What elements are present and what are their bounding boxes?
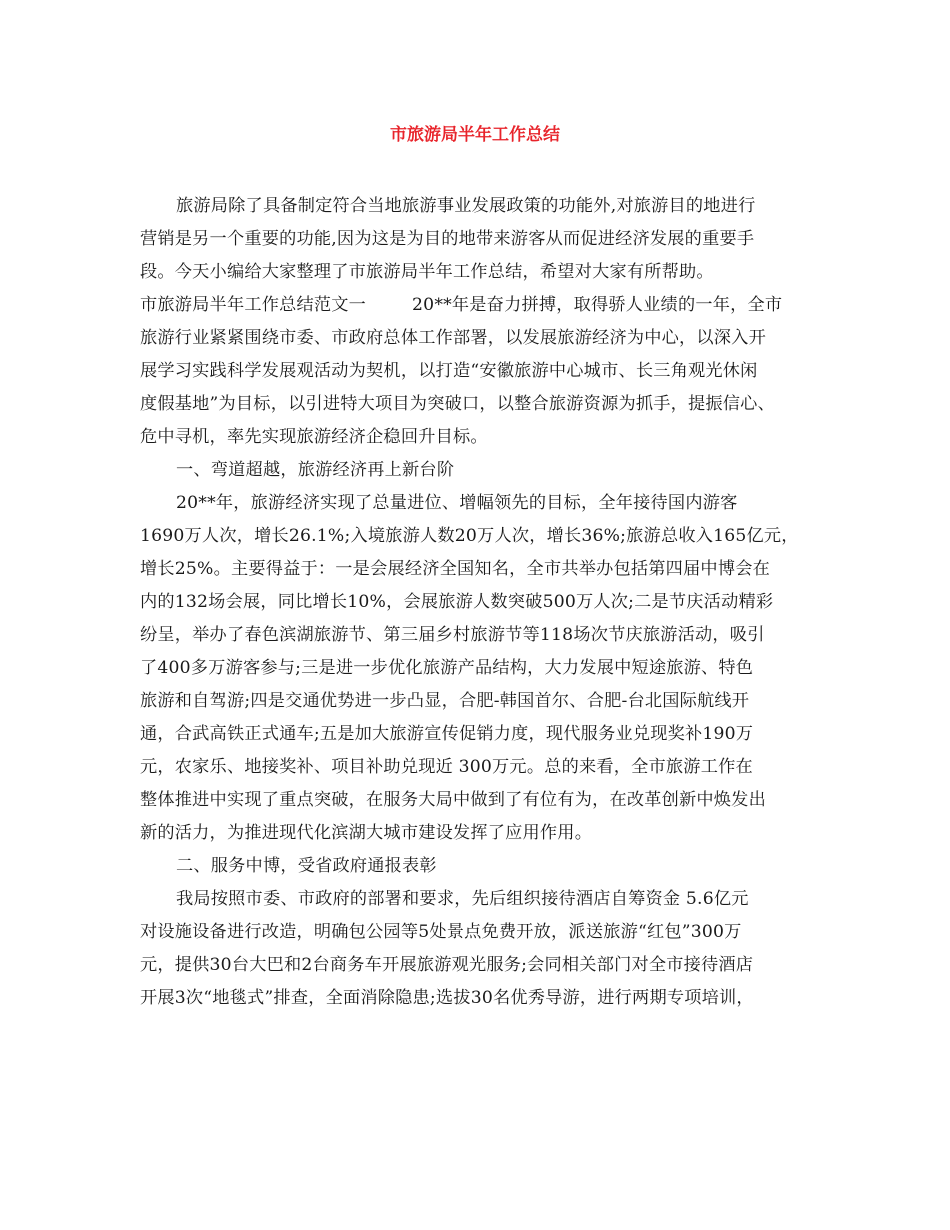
- paragraph-line: 我局按照市委、市政府的部署和要求，先后组织接待酒店自筹资金 5.6亿元: [176, 889, 749, 909]
- paragraph-line: 了400多万游客参与;三是进一步优化旅游产品结构，大力发展中短途旅游、特色: [140, 658, 754, 678]
- paragraph-line: 新的活力，为推进现代化滨湖大城市建设发挥了应用作用。: [140, 823, 593, 843]
- paragraph-line: 元，农家乐、地接奖补、项目补助兑现近 300万元。总的来看，全市旅游工作在: [140, 757, 753, 777]
- paragraph-line: 对设施设备进行改造，明确包公园等5处景点免费开放，派送旅游“红包”300万: [140, 922, 742, 942]
- document-title: 市旅游局半年工作总结: [390, 125, 560, 145]
- paragraph-line: 20**年，旅游经济实现了总量进位、增幅领先的目标，全年接待国内游客: [176, 493, 738, 513]
- paragraph-line: 开展3次“地毯式”排查，全面消除隐患;选拔30名优秀导游，进行两期专项培训，: [140, 988, 754, 1008]
- paragraph-line: 旅游和自驾游;四是交通优势进一步凸显，合肥-韩国首尔、合肥-台北国际航线开: [140, 691, 750, 711]
- paragraph-text: 20**年是奋力拼搏，取得骄人业绩的一年，全市: [412, 295, 783, 315]
- paragraph-line: 危中寻机，率先实现旅游经济企稳回升目标。: [140, 427, 488, 447]
- paragraph-line: 纷呈，举办了春色滨湖旅游节、第三届乡村旅游节等118场次节庆旅游活动，吸引: [140, 625, 765, 645]
- paragraph-line: 内的132场会展，同比增长10%，会展旅游人数突破500万人次;二是节庆活动精彩: [140, 592, 774, 612]
- document-body: [140, 190, 830, 1015]
- paragraph-line: 旅游局除了具备制定符合当地旅游事业发展政策的功能外,对旅游目的地进行: [176, 196, 756, 216]
- paragraph-line: 整体推进中实现了重点突破，在服务大局中做到了有位有为，在改革创新中焕发出: [140, 790, 766, 810]
- paragraph-line: 元，提供30台大巴和2台商务车开展旅游观光服务;会同相关部门对全市接待酒店: [140, 955, 754, 975]
- paragraph-line: 增长25%。主要得益于：一是会展经济全国知名，全市共举办包括第四届中博会在: [140, 559, 770, 579]
- sample-heading: 市旅游局半年工作总结范文一: [140, 295, 367, 315]
- paragraph-line: 通，合武高铁正式通车;五是加大旅游宣传促销力度，现代服务业兑现奖补190万: [140, 724, 754, 744]
- paragraph-line: 1690万人次，增长26.1%;入境旅游人数20万人次，增长36%;旅游总收入165亿元，: [140, 526, 799, 546]
- paragraph-line: 旅游行业紧紧围绕市委、市政府总体工作部署，以发展旅游经济为中心，以深入开: [140, 328, 766, 348]
- section-heading: 二、服务中博，受省政府通报表彰: [176, 856, 437, 876]
- paragraph-line: 段。今天小编给大家整理了市旅游局半年工作总结，希望对大家有所帮助。: [140, 262, 714, 282]
- paragraph-line: 展学习实践科学发展观活动为契机，以打造“安徽旅游中心城市、长三角观光休闲: [140, 361, 758, 381]
- paragraph-line: [140, 289, 830, 322]
- paragraph-line: 营销是另一个重要的功能,因为这是为目的地带来游客从而促进经济发展的重要手: [140, 229, 755, 249]
- section-heading: 一、弯道超越，旅游经济再上新台阶: [176, 460, 455, 480]
- paragraph-line: 度假基地”为目标，以引进特大项目为突破口，以整合旅游资源为抓手，提振信心、: [140, 394, 775, 414]
